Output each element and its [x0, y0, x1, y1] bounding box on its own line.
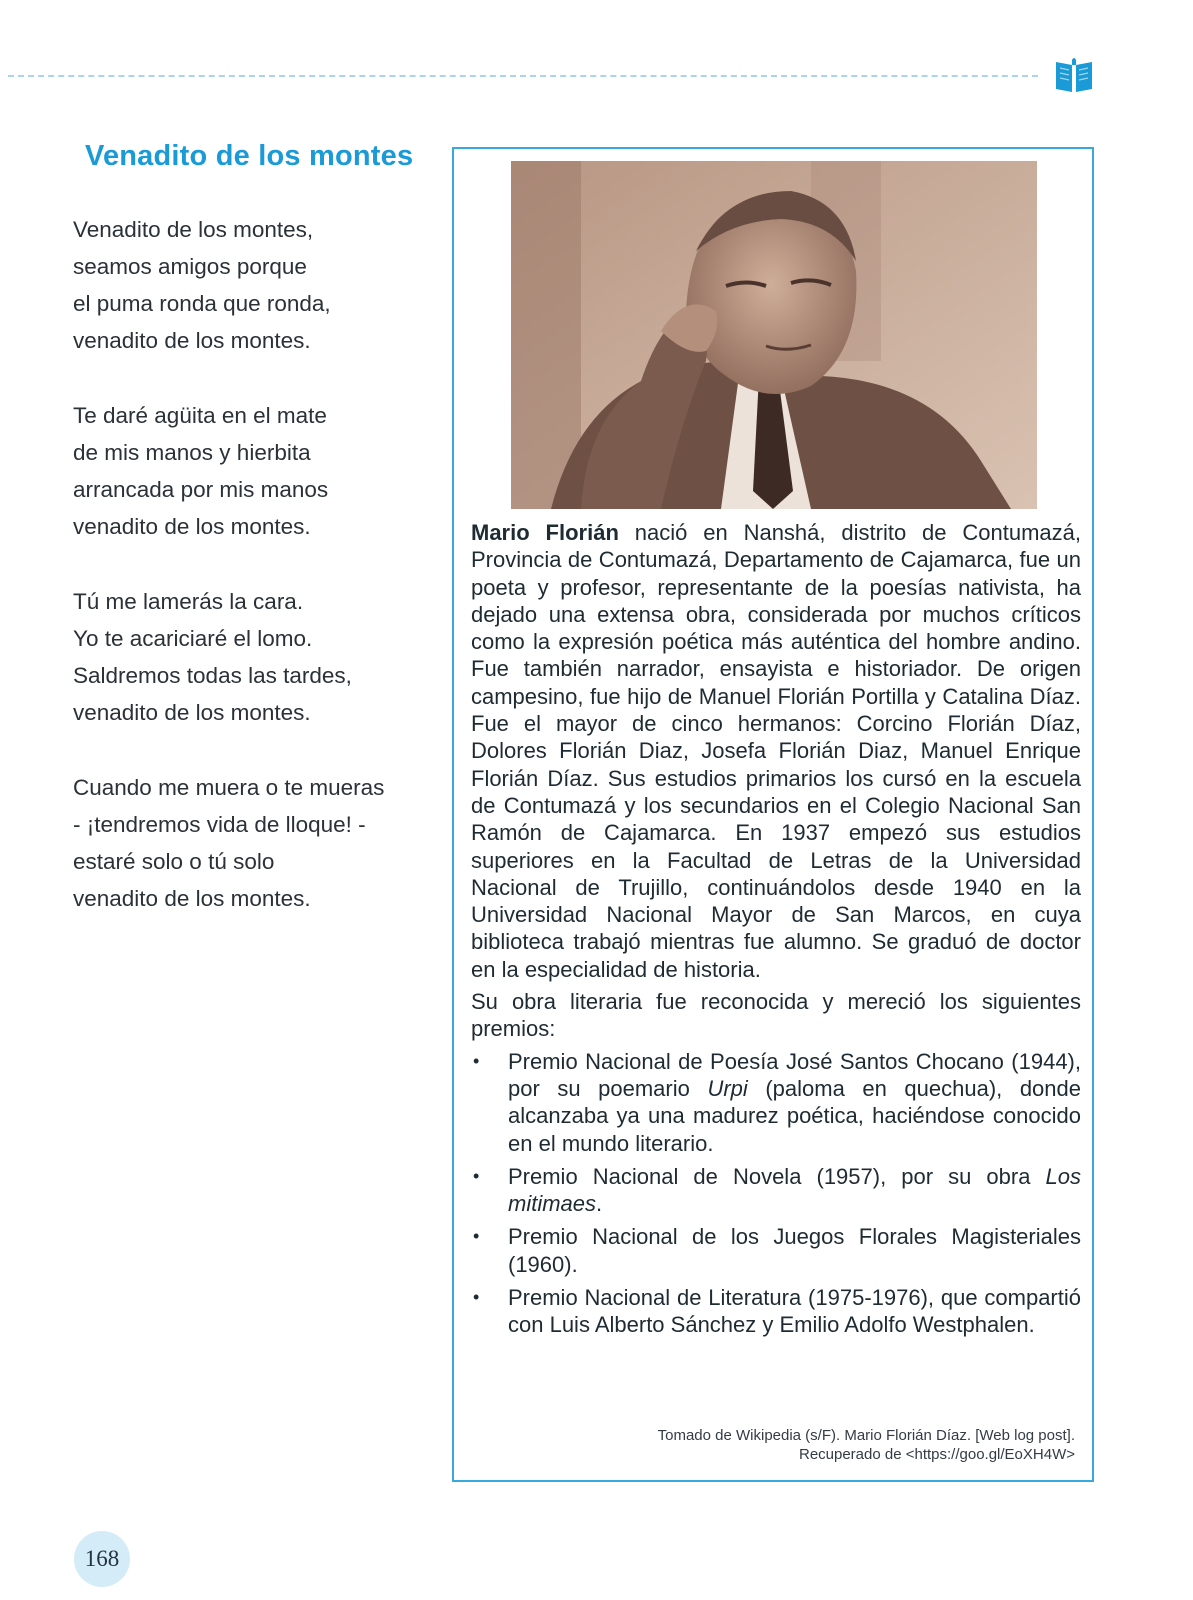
- poem-verse: seamos amigos porque: [73, 254, 307, 279]
- prize-text: Premio Nacional de Literatura (1975-1976), que compartió con Luis Alberto Sánchez y Emilio Adolfo Westphalen.: [508, 1285, 1081, 1338]
- poem-verse: venadito de los montes.: [73, 514, 311, 539]
- author-portrait-photo: [511, 161, 1037, 509]
- prize-text: Premio Nacional de Poesía José Santos Chocano (1944), por su poemario: [508, 1048, 1081, 1101]
- poem-verse: Tú me lamerás la cara.: [73, 589, 304, 614]
- prize-text: (paloma en quechua), donde alcanzaba ya una madurez poética, haciéndose conocido en el mundo literario.: [508, 1075, 1081, 1156]
- poem-verse: venadito de los montes.: [73, 328, 311, 353]
- poem-stanza: [73, 397, 443, 545]
- bullet-icon: •: [473, 1226, 480, 1247]
- author-name: Mario Florián: [471, 520, 619, 545]
- poem-verse: Yo te acariciaré el lomo.: [73, 626, 313, 651]
- poem-verse: estaré solo o tú solo: [73, 849, 275, 874]
- poem-verse: de mis manos y hierbita: [73, 440, 311, 465]
- list-item: [471, 1163, 1081, 1218]
- prize-text: Premio Nacional de Novela (1957), por su obra: [508, 1163, 1046, 1189]
- prize-text: .: [596, 1191, 603, 1217]
- poem-verse: arrancada por mis manos: [73, 477, 329, 502]
- poem-verse: venadito de los montes.: [73, 700, 311, 725]
- poem-verse: - ¡tendremos vida de lloque! -: [73, 812, 366, 837]
- poem-verse: Cuando me muera o te mueras: [73, 775, 385, 800]
- bio-paragraph: Su obra literaria fue reconocida y mereció los siguientes premios:: [471, 989, 1081, 1042]
- list-item: [471, 1223, 1081, 1278]
- poem-stanza: [73, 211, 443, 359]
- bullet-icon: •: [473, 1165, 480, 1186]
- poem-title: Venadito de los montes: [85, 140, 414, 172]
- poem-verse: Venadito de los montes,: [73, 217, 314, 242]
- poem-verse: el puma ronda que ronda,: [73, 291, 331, 316]
- poem-verse: Te daré agüita en el mate: [73, 403, 327, 428]
- poem-stanza: [73, 769, 443, 917]
- poem-stanza: [73, 583, 443, 731]
- list-item: [471, 1048, 1081, 1157]
- list-item: [471, 1284, 1081, 1339]
- source-line: Tomado de Wikipedia (s/F). Mario Florián Díaz. [Web log post].: [657, 1427, 1075, 1444]
- author-bio-text: [471, 519, 1081, 1345]
- prize-work-title: Urpi: [707, 1075, 748, 1101]
- prize-text: Premio Nacional de los Juegos Florales Magisteriales (1960).: [508, 1224, 1081, 1277]
- header-dashed-divider: [8, 75, 1038, 77]
- bio-paragraph: [471, 519, 1081, 983]
- source-citation: [515, 1426, 1075, 1464]
- open-book-icon: [1054, 56, 1094, 94]
- prizes-list: [471, 1048, 1081, 1339]
- poem-verse: Saldremos todas las tardes,: [73, 663, 352, 688]
- poem-body: [73, 211, 443, 955]
- poem-verse: venadito de los montes.: [73, 886, 311, 911]
- bullet-icon: •: [473, 1287, 480, 1308]
- prize-work-title: Los mitimaes: [508, 1163, 1081, 1217]
- page-number: 168: [84, 1546, 120, 1571]
- bio-paragraph-text: nació en Nanshá, distrito de Contumazá, Provincia de Contumazá, Departamento de Cajamarca, fue un poeta y profesor, representante de la poesías nativista, ha dejado una extensa obra, considerada por muchos críticos como la expresión poética más auténtica del hombre andino. Fue también narrador, ensayista e historiador. De origen campesino, fue hijo de Manuel Florián Portilla y Catalina Díaz. Fue el mayor de cinco hermanos: Corcino Florián Díaz, Dolores Florián Diaz, Josefa Florián Diaz, Manuel Enrique Florián Díaz. Sus estudios primarios los cursó en la escuela de Contumazá y los secundarios en el Colegio Nacional San Ramón de Cajamarca. En 1937 empezó sus estudios superiores en la Facultad de Letras de la Universidad Nacional de Trujillo, continuándolos desde 1940 en la Universidad Nacional Mayor de San Marcos, en cuya biblioteca trabajó mientras fue alumno. Se graduó de doctor en la especialidad de historia.: [471, 520, 1082, 982]
- bullet-icon: •: [473, 1050, 480, 1071]
- source-link[interactable]: Recuperado de <https://goo.gl/EoXH4W>: [798, 1446, 1075, 1463]
- author-bio-box: [452, 147, 1094, 1482]
